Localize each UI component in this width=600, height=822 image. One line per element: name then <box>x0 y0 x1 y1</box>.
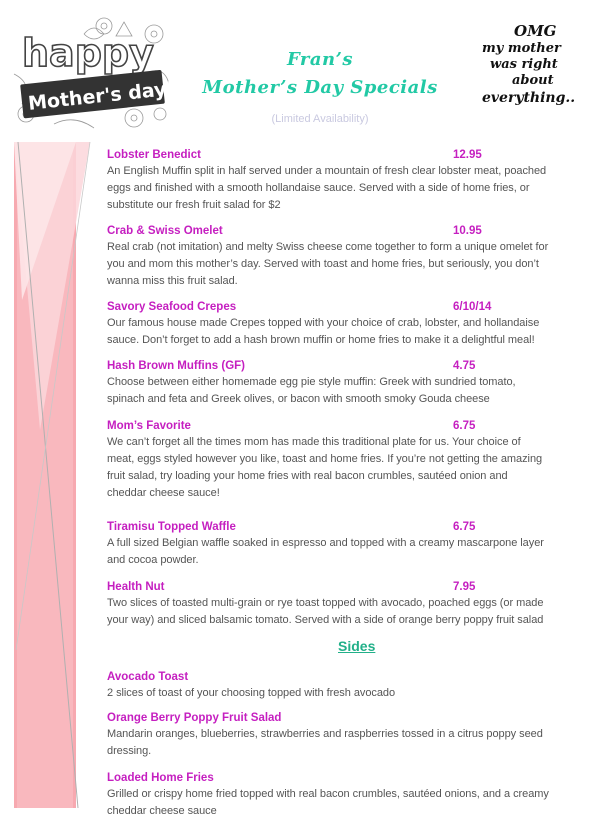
happy-mothers-day-logo <box>14 14 194 132</box>
menu-item <box>107 579 592 637</box>
item-name: Lobster Benedict <box>107 149 201 161</box>
quote-line-2: my mother <box>482 41 561 56</box>
omg-quote-logo <box>474 22 594 108</box>
side-item <box>107 710 592 770</box>
item-description: Choose between either homemade egg pie style muffin: Greek with sundried tomato, spinach and feta and Greek olives, or bacon with smooth smoky Gouda cheese <box>107 376 516 405</box>
side-name: Loaded Home Fries <box>107 772 214 784</box>
side-item <box>107 770 592 820</box>
menu-item <box>107 147 592 223</box>
quote-line-3: was right <box>490 57 558 72</box>
item-description: Real crab (not imitation) and melty Swiss cheese come together to form a unique omelet for you and mom this mother’s day. Served with toast and home fries, but seriously, you don’t wanna miss this fruit salad. <box>107 241 549 287</box>
item-name: Savory Seafood Crepes <box>107 301 237 313</box>
item-price: 10.95 <box>453 225 482 237</box>
quote-line-1: OMG <box>514 22 557 40</box>
quote-line-5: everything.. <box>482 90 576 106</box>
menu-title <box>180 46 460 102</box>
title-line-1: Fran’s <box>286 49 354 70</box>
item-description: Our famous house made Crepes topped with your choice of crab, lobster, and hollandaise sauce. Don’t forget to add a hash brown muffin or home fries to make it a delightful meal! <box>107 317 540 346</box>
menu-item <box>107 299 592 358</box>
item-description: A full sized Belgian waffle soaked in espresso and topped with a creamy mascarpone layer and cocoa powder. <box>107 537 544 566</box>
item-description: Two slices of toasted multi-grain or rye toast topped with avocado, poached eggs (or made your way) and sliced balsamic tomato. Served with a side of orange berry poppy fruit salad <box>107 597 544 626</box>
side-description: Grilled or crispy home fried topped with real bacon crumbles, sautéed onions, and a creamy cheddar cheese sauce <box>107 788 549 817</box>
item-price: 12.95 <box>453 149 482 161</box>
item-description: We can’t forget all the times mom has made this traditional plate for us. Your choice of meat, eggs styled however you like, toast and home fries. If you’re not getting the amazing fruit salad, try loading your home fries with real bacon crumbles, sautéed onion and cheddar cheese sauce! <box>107 436 543 499</box>
menu-item <box>107 418 592 519</box>
menu-item <box>107 223 592 299</box>
sides-list <box>107 669 592 820</box>
item-price: 6/10/14 <box>453 301 492 313</box>
quote-line-4: about <box>512 73 554 88</box>
limited-availability-note: (Limited Availability) <box>271 113 369 125</box>
logo-word-mothers-day: Mother's day!!! <box>27 75 194 115</box>
item-price: 4.75 <box>453 360 476 372</box>
item-name: Health Nut <box>107 581 165 593</box>
specials-list <box>107 147 592 637</box>
side-description: 2 slices of toast of your choosing topped with fresh avocado <box>107 687 396 699</box>
side-description: Mandarin oranges, blueberries, strawberries and raspberries tossed in a citrus poppy seed dressing. <box>107 728 543 757</box>
side-item <box>107 669 592 710</box>
item-name: Crab & Swiss Omelet <box>107 225 223 237</box>
item-name: Mom’s Favorite <box>107 420 191 432</box>
logo-word-happy: happy <box>22 31 154 75</box>
item-price: 7.95 <box>453 581 476 593</box>
item-price: 6.75 <box>453 521 476 533</box>
item-name: Tiramisu Topped Waffle <box>107 521 236 533</box>
item-price: 6.75 <box>453 420 476 432</box>
item-description: An English Muffin split in half served under a mountain of fresh clear lobster meat, poached eggs and finished with a smooth hollandaise sauce. Served with a side of home fries, or substitute our fresh fruit salad for $2 <box>107 165 547 211</box>
title-line-2: Mother’s Day Specials <box>202 77 438 98</box>
menu-item <box>107 519 592 579</box>
side-name: Avocado Toast <box>107 671 189 683</box>
item-name: Hash Brown Muffins (GF) <box>107 360 245 372</box>
sides-heading: Sides <box>338 638 376 654</box>
side-name: Orange Berry Poppy Fruit Salad <box>107 712 282 724</box>
menu-item <box>107 358 592 418</box>
